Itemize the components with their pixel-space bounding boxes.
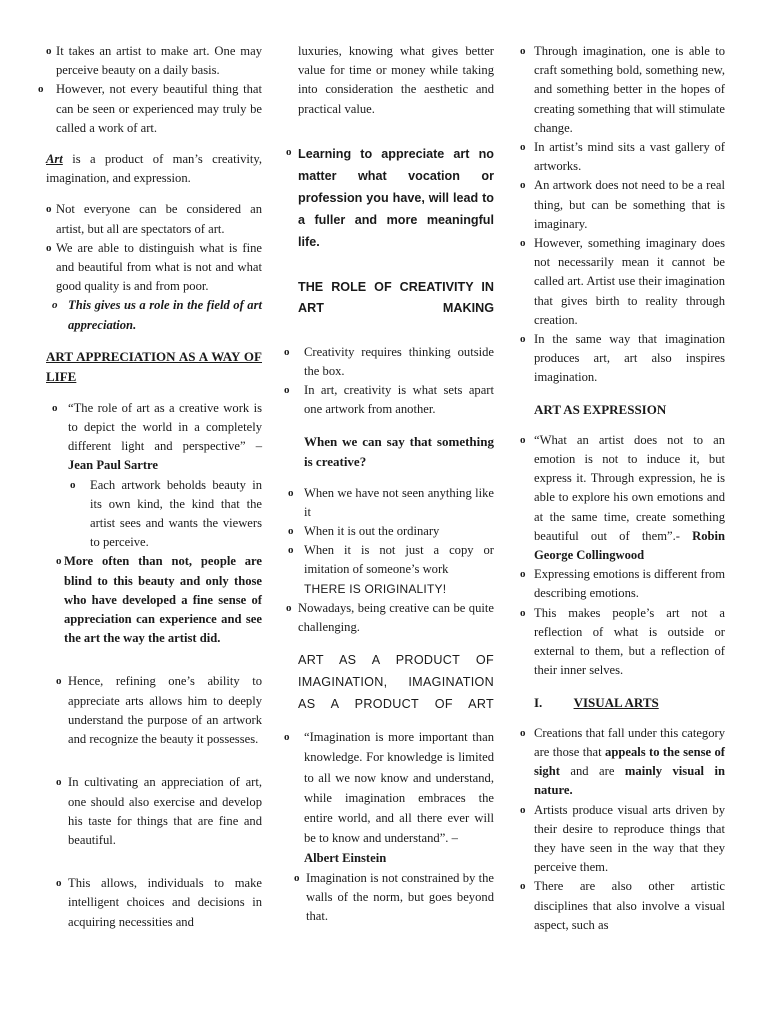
paragraph: Nowadays, being creative can be quite challenging. [298,600,494,635]
list-item [42,399,262,476]
column-right [520,42,725,935]
paragraph: This gives us a role in the field of art appreciation. [68,298,262,332]
list-item [42,773,262,850]
list-item [520,565,725,603]
list-item [520,234,725,330]
quote-author: Robin George Collingwood [534,528,725,563]
paragraph: However, not every beautiful thing that can be seen or experienced may truly be called a work of art. [56,82,262,135]
paragraph: In the same way that imagination produces art, art also inspires imagination. [534,332,725,385]
list-item [42,874,262,932]
bullet-icon: o [46,203,52,216]
list-item [284,727,494,868]
bullet-icon: o [520,141,526,154]
bullet-icon: o [38,83,44,96]
emphasis-text: THERE IS ORIGINALITY! [304,581,447,596]
paragraph: When it is out the ordinary [304,524,440,539]
bullet-icon: o [56,776,62,789]
bullet-icon: o [294,871,300,884]
paragraph: Hence, refining one’s ability to appreciate arts allows him to deeply understand the purpose of an artwork and recognize the beauty it possesses. [68,674,262,747]
list-item [42,552,262,648]
list-item [284,599,494,637]
bullet-icon: o [520,568,526,581]
bullet-icon: o [46,241,52,254]
list-item [284,484,494,522]
bullet-icon: o [288,544,294,557]
paragraph: Creativity requires thinking outside the box. [304,344,494,379]
list-item [42,42,262,80]
paragraph: We are able to distinguish what is fine and beautiful from what is not and what good quality is and from poor. [56,240,262,294]
list-item [520,724,725,801]
list-item [520,877,725,935]
list-item [520,138,725,176]
list-item [284,381,494,419]
list-item [520,42,725,138]
definition-text: is a product of man’s creativity, imagination, and expression. [46,152,262,186]
list-item [520,431,725,565]
section-heading: THE ROLE OF CREATIVITY IN ART MAKING [298,279,494,315]
bullet-icon: o [520,880,526,893]
list-item [284,541,494,599]
list-item [42,239,262,297]
column-middle [284,42,494,926]
list-item [520,801,725,878]
list-item [42,296,262,334]
quote-author: Jean Paul Sartre [68,458,159,473]
paragraph: Each artwork beholds beauty in its own kind, the kind that the artist sees and wants the viewers to perceive. [90,477,262,550]
paragraph-continued [284,42,494,119]
paragraph: This allows, individuals to make intelligent choices and decisions in acquiring necessities and [68,876,262,929]
list-item [520,176,725,234]
quote-text: “What an artist does not to an emotion is not to induce it, but express it. Through expression, he is able to explore his own emotions and at the same time, create something beautiful out of them”.- [534,432,725,543]
section-heading: ART AS A PRODUCT OF IMAGINATION, IMAGINATION AS A PRODUCT OF ART [298,653,494,712]
bullet-icon: o [52,401,58,414]
bullet-icon: o [520,606,526,619]
paragraph: However, something imaginary does not necessarily mean it cannot be called art. Artist use their imagination that gives birth to reality through creation. [534,236,725,327]
bullet-icon: o [284,345,290,358]
definition-term: Art [46,152,63,167]
section-heading: ART APPRECIATION AS A WAY OF LIFE [46,348,262,384]
list-item [42,672,262,749]
bullet-icon: o [46,45,52,57]
list-item [284,343,494,381]
list-item [42,200,262,238]
bullet-icon: o [70,478,76,491]
bullet-icon: o [286,601,292,614]
list-item [520,604,725,681]
paragraph: There are also other artistic disciplines that also involve a visual aspect, such as [534,879,725,932]
paragraph: When it is not just a copy or imitation of someone’s work [304,543,494,577]
paragraph: This makes people’s art not a reflection of what is outside or external to them, but a reflection of their inner selves. [534,605,725,678]
bullet-icon: o [288,525,294,538]
bullet-icon: o [286,145,292,158]
list-item [38,80,262,138]
bullet-icon: o [56,877,62,890]
paragraph: In cultivating an appreciation of art, one should also exercise and develop his taste for things that are fine and beautiful. [68,775,262,847]
list-item [520,330,725,388]
list-item [284,522,494,541]
section-number: I. [534,694,543,710]
emphasis-text: appeals to the sense of sight [534,744,725,779]
paragraph: More often than not, people are blind to this beauty and only those who have developed a fine sense of appreciation can experience and see the art the way the artist did. [64,554,262,646]
section-heading [520,693,725,712]
paragraph: Expressing emotions is different from describing emotions. [534,567,725,601]
paragraph: Artists produce visual arts driven by their desire to reproduce things that they have seen in the way that they perceive them. [534,802,725,875]
bullet-icon: o [520,803,526,816]
section-title: VISUAL ARTS [573,694,659,710]
bullet-icon: o [520,333,526,346]
list-item [284,143,494,253]
section-heading: ART AS EXPRESSION [534,401,667,417]
paragraph-part: and are [559,764,625,779]
list-item [42,476,262,553]
bullet-icon: o [56,555,62,568]
paragraph: Imagination is not constrained by the walls of the norm, but goes beyond that. [306,870,494,924]
paragraph: Learning to appreciate art no matter what vocation or profession you have, will lead to a fuller and more meaningful life. [298,146,494,249]
subheading: When we can say that something is creative? [304,433,494,469]
paragraph: Through imagination, one is able to craft something bold, something new, and something better in the hopes of creating something that will stimulate change. [534,44,725,135]
emphasis-text: mainly visual in nature. [534,764,725,798]
paragraph: It takes an artist to make art. One may perceive beauty on a daily basis. [56,44,262,78]
bullet-icon: o [520,237,526,250]
bullet-icon: o [520,179,526,192]
column-left [38,42,262,932]
paragraph: luxuries, knowing what gives better value for time or money while taking into consideration the aesthetic and practical value. [298,44,494,116]
bullet-icon: o [284,731,290,744]
paragraph: In artist’s mind sits a vast gallery of artworks. [534,140,725,174]
quote-text: “Imagination is more important than knowledge. For knowledge is limited to all we now know and understand, while imagination embraces the entire world, and all there ever will be to know and understand”. – [304,730,494,846]
bullet-icon: o [284,384,290,397]
bullet-icon: o [52,299,58,312]
bullet-icon: o [520,45,526,57]
paragraph: When we have not seen anything like it [304,485,494,519]
paragraph: In art, creativity is what sets apart one artwork from another. [304,383,494,417]
paragraph-part: Creations that fall under this category are those that [534,725,725,759]
definition-paragraph [42,150,262,188]
paragraph: An artwork does not need to be a real thing, but can be something that is imaginary. [534,178,725,231]
bullet-icon: o [520,433,526,446]
paragraph: Not everyone can be considered an artist, but all are spectators of art. [56,202,262,236]
bullet-icon: o [288,486,294,499]
bullet-icon: o [56,675,62,688]
quote-text: “The role of art as a creative work is to depict the world in a completely different light and perspective” – [68,400,262,454]
quote-author: Albert Einstein [304,851,387,866]
bullet-icon: o [520,726,526,739]
list-item [284,869,494,927]
